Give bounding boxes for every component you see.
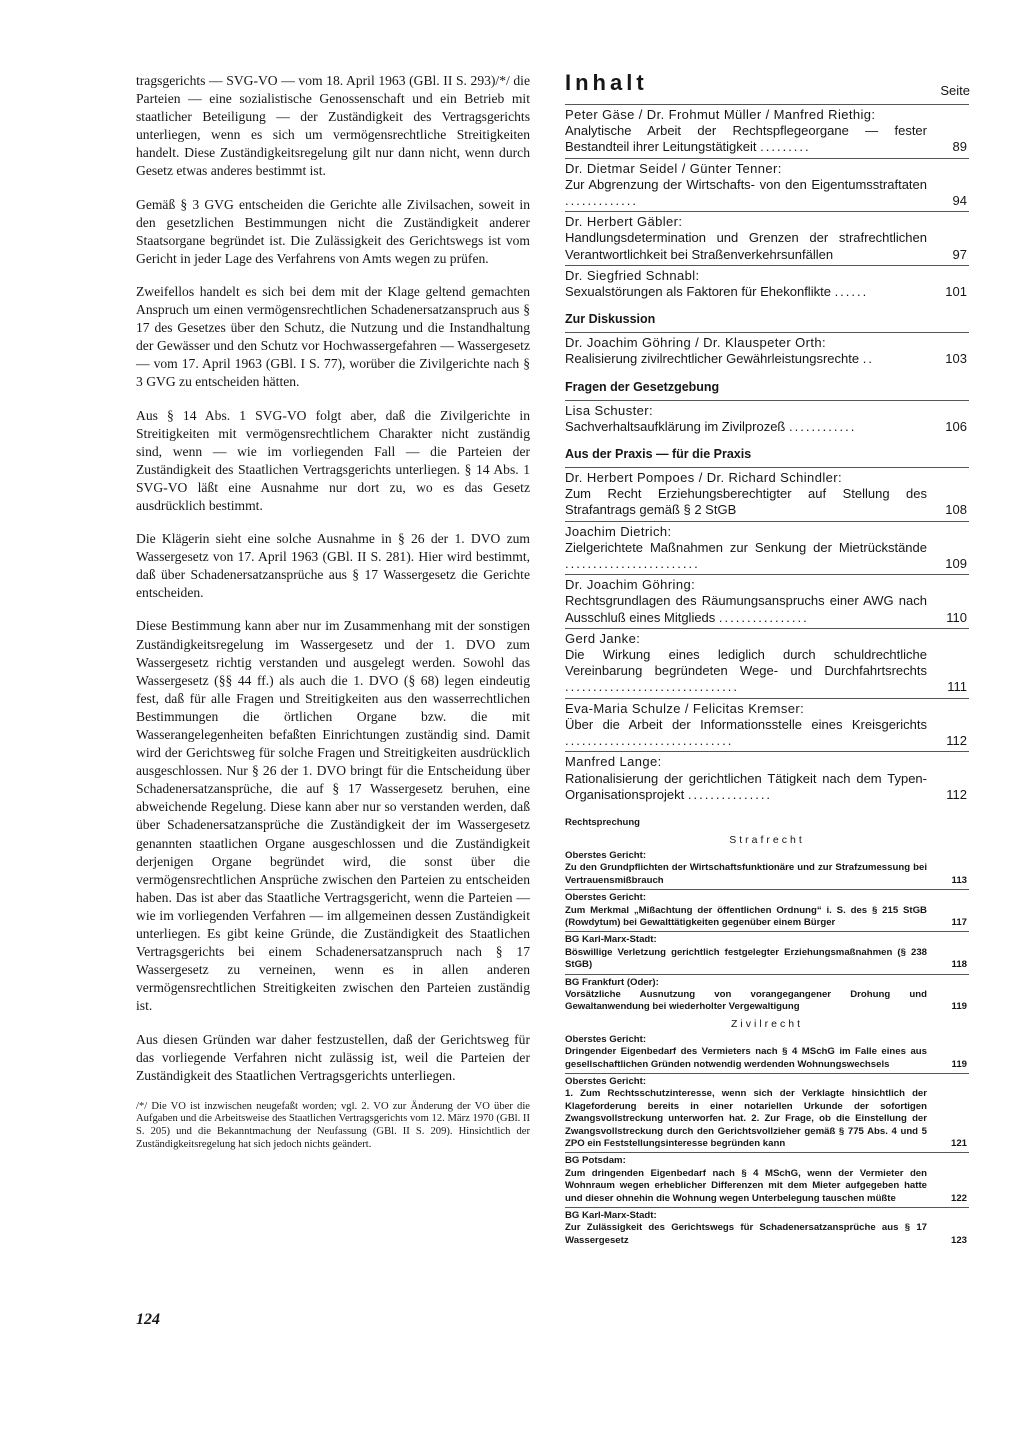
leader-dots: ...............................	[565, 679, 739, 695]
toc-title: Inhalt	[565, 70, 648, 95]
toc-entry-title: Über die Arbeit der Informationsstelle eines Kreisgerichts	[565, 716, 927, 732]
leader-dots: .........	[760, 139, 811, 155]
case-title: Zur Zulässigkeit des Gerichtswegs für Schadenersatzansprüche aus § 17 Wassergesetz	[565, 1222, 927, 1246]
toc-entry[interactable]	[565, 332, 969, 367]
case-entry[interactable]	[565, 848, 969, 887]
toc-entry-title: Zielgerichtete Maßnahmen zur Senkung der Mietrückstände	[565, 539, 927, 555]
toc-entry-page: 101	[945, 284, 967, 300]
toc-entry[interactable]	[565, 104, 969, 156]
case-entry[interactable]	[565, 1152, 969, 1205]
toc-entry-authors: Peter Gäse / Dr. Frohmut Müller / Manfred Riethig:	[565, 107, 876, 122]
toc-entry-page: 108	[945, 502, 967, 518]
toc-entry-authors: Lisa Schuster:	[565, 402, 653, 418]
leader-dots: ...............	[687, 786, 773, 802]
case-title: Böswillige Verletzung gerichtlich festgelegter Erziehungsmaßnahmen (§ 238 StGB)	[565, 946, 927, 971]
toc-entry[interactable]	[565, 211, 969, 263]
paragraph: Diese Bestimmung kann aber nur im Zusammenhang mit der sonstigen Zuständigkeitsregelung im Wassergesetz und der 1. DVO zum Wassergesetz richtig verstanden und ausgelegt werden. Sowohl das Wassergesetz (§§ 44 ff.) als auch die 1. DVO (§ 68) legen eindeutig fest, daß für alle Fragen und Streitigkeiten aus den wasserrechtlichen Bestimmungen die örtlichen Organe bzw. die mit Wasserangelegenheiten befaßten Einrichtungen zuständig sind. Damit wird der Gerichtsweg für solche Fragen und Streitigkeiten ausdrücklich ausgeschlossen. Nur § 26 der 1. DVO bringt für die Entscheidung über Schadenersatzansprüche, die auf § 17 Wassergesetz beruhen, eine abweichende Regelung. Diese kann aber nur so verstanden werden, daß über Schadenersatzansprüche die Zuständigkeit der im Wassergesetz genannten staatlichen Organe ausgeschlossen und die Zuständigkeit derjenigen Organe begründet wird, die sonst über die vermögensrechtlichen Ansprüche zwischen den Parteien zu entscheiden haben. Das ist aber das Staatliche Vertragsgericht, wenn die Parteien — wie im vorliegenden Verfahren — im allgemeinen dessen Zuständigkeit unterliegen. Es gibt keine Gründe, die Zuständigkeit des Staatlichen Vertragsgerichts bei einem Schadenersatzanspruch nach § 17 Wassergesetz zu verneinen, wenn es in allen anderen vermögensrechtlichen Streitigkeiten zwischen den Parteien zuständig ist.	[136, 618, 530, 1014]
case-page: 119	[951, 1058, 967, 1070]
toc-entry-page: 94	[952, 193, 967, 209]
toc-entry-title: Rechtsgrundlagen des Räumungsanspruchs einer AWG nach Ausschluß eines Mitglieds	[565, 593, 927, 625]
toc-entry-authors: Dr. Joachim Göhring / Dr. Klauspeter Orth:	[565, 335, 827, 351]
toc-entry-title: Analytische Arbeit der Rechtspflegeorgane — fester Bestandteil ihrer Leitungstätigkeit	[565, 123, 927, 155]
table-of-contents	[565, 70, 969, 1247]
toc-entry-authors: Manfred Lange:	[565, 754, 662, 770]
toc-entry-authors: Dr. Herbert Pompoes / Dr. Richard Schindler:	[565, 470, 842, 486]
case-title: Dringender Eigenbedarf des Vermieters nach § 4 MSchG im Falle eines aus gesellschaftlichen Gründen notwendig werdenden Wohnungswechsels	[565, 1046, 927, 1070]
toc-entry-title: Zur Abgrenzung der Wirtschafts- von den Eigentumsstraftaten	[565, 176, 927, 192]
page-number: 124	[136, 1311, 160, 1328]
paragraph: Die Klägerin sieht eine solche Ausnahme in § 26 der 1. DVO zum Wassergesetz von 17. April 1963 (GBl. II S. 281). Hier wird bestimmt, daß über Schadenersatzansprüche aus § 17 Wassergesetz die Gerichte entscheiden.	[136, 531, 530, 601]
case-court: Oberstes Gericht:	[565, 849, 647, 861]
section-heading: Rechtsprechung	[565, 816, 640, 828]
toc-entry-authors: Gerd Janke:	[565, 630, 641, 646]
section-heading: Zur Diskussion	[565, 312, 656, 327]
toc-entry-authors: Dr. Siegfried Schnabl:	[565, 267, 700, 283]
case-court: BG Potsdam:	[565, 1155, 626, 1167]
case-page: 121	[950, 1138, 967, 1150]
leader-dots: ............	[789, 418, 857, 434]
toc-entry[interactable]	[565, 628, 969, 696]
subsection-heading: Strafrecht	[729, 833, 805, 846]
case-title: Zum dringenden Eigenbedarf nach § 4 MSchG, wenn der Vermieter den Wohnraum wegen erheblicher Differenzen mit dem Mieter aufgegeben hatte und dieser ohnehin die Wohnung wegen Unterbelegung tauschen müßte	[565, 1167, 927, 1204]
case-title: Vorsätzliche Ausnutzung von vorangegangener Drohung und Gewaltanwendung bei wiederholter Vergewaltigung	[565, 988, 927, 1013]
paragraph: Gemäß § 3 GVG entscheiden die Gerichte alle Zivilsachen, soweit in den gesetzlichen Bestimmungen nicht die Zuständigkeit anderer Staatsorgane begründet ist. Die Zulässigkeit des Gerichtswegs ist vom Gericht in jeder Lage des Verfahrens von Amts wegen zu prüfen.	[136, 196, 530, 266]
toc-entry-page: 97	[952, 246, 967, 262]
toc-entry-title: Zum Recht Erziehungsberechtigter auf Stellung des Strafantrags gemäß § 2 StGB	[565, 486, 927, 518]
case-entry[interactable]	[565, 1073, 969, 1150]
subsection-heading: Zivilrecht	[730, 1017, 803, 1030]
case-court: BG Karl-Marx-Stadt:	[565, 1210, 657, 1222]
case-entry[interactable]	[565, 931, 969, 971]
toc-entry[interactable]	[565, 158, 969, 210]
toc-entry-authors: Dr. Joachim Göhring:	[565, 577, 696, 593]
toc-entry-page: 112	[946, 786, 967, 802]
leader-dots: ........................	[565, 556, 700, 572]
case-court: Oberstes Gericht:	[565, 1033, 647, 1045]
toc-entry[interactable]	[565, 521, 969, 573]
case-court: BG Karl-Marx-Stadt:	[565, 934, 657, 946]
case-entry[interactable]	[565, 1032, 969, 1071]
toc-entry-authors: Dr. Herbert Gäbler:	[565, 214, 683, 230]
toc-entry-authors: Dr. Dietmar Seidel / Günter Tenner:	[565, 160, 782, 176]
case-court: Oberstes Gericht:	[565, 1076, 647, 1087]
case-page: 119	[951, 1001, 967, 1013]
toc-entry[interactable]	[565, 265, 969, 300]
leader-dots: ................	[718, 609, 809, 625]
paragraph: Aus diesen Gründen war daher festzustellen, daß der Gerichtsweg für das vorliegende Verfahren nicht zulässig ist, weil die Parteien der Zuständigkeit des Staatlichen Vertragsgerichts unterliegen.	[136, 1031, 530, 1083]
toc-header	[565, 70, 969, 102]
toc-entry-title: Handlungsdetermination und Grenzen der strafrechtlichen Verantwortlichkeit bei Straßenverkehrsunfällen	[565, 230, 927, 262]
toc-entry-page: 110	[946, 609, 967, 625]
toc-entry-title: Sachverhaltsaufklärung im Zivilprozeß	[565, 418, 786, 434]
toc-entry[interactable]	[565, 698, 969, 750]
case-entry[interactable]	[565, 974, 969, 1014]
section-heading: Fragen der Gesetzgebung	[565, 379, 720, 394]
toc-entry-page: 106	[945, 418, 967, 434]
toc-page-label: Seite	[940, 83, 970, 98]
toc-entry[interactable]	[565, 467, 969, 519]
case-title: 1. Zum Rechtsschutzinteresse, wenn sich der Verklagte hinsichtlich der Klageforderung bereits in einer notariellen Urkunde der sofortigen Zwangsvollstreckung unterworfen hat. 2. Zur Frage, ob die Einstellung der Zwangsvollstreckung durch den Gerichtsvollzieher gemäß § 775 Abs. 4 und 5 ZPO ein Feststellungsinteresse begründen kann	[565, 1088, 927, 1150]
toc-entry-page: 89	[952, 139, 967, 155]
toc-entry[interactable]	[565, 574, 969, 626]
case-court: Oberstes Gericht:	[565, 892, 647, 904]
case-court: BG Frankfurt (Oder):	[565, 976, 659, 988]
case-page: 117	[951, 916, 967, 928]
leader-dots: ......	[834, 284, 869, 300]
case-page: 122	[950, 1192, 967, 1204]
toc-entry[interactable]	[565, 751, 969, 803]
toc-entry-authors: Eva-Maria Schulze / Felicitas Kremser:	[565, 700, 805, 716]
toc-entry-authors: Joachim Dietrich:	[565, 523, 672, 539]
paragraph: Zweifellos handelt es sich bei dem mit der Klage geltend gemachten Anspruch um einen vermögensrechtlichen Schadenersatzanspruch aus § 17 des Gesetzes über den Schutz, die Nutzung und die Instandhaltung der Gewässer und den Schutz vor Hochwassergefahren — Wassergesetz — vom 17. April 1963 (GBl. I S. 77), worüber die Zivilgerichte nach § 3 GVG zu entscheiden hätten.	[136, 283, 530, 390]
toc-entry-page: 111	[947, 679, 967, 695]
section-heading: Aus der Praxis — für die Praxis	[565, 447, 752, 462]
case-entry[interactable]	[565, 1207, 969, 1247]
case-title: Zum Merkmal „Mißachtung der öffentlichen Ordnung“ i. S. des § 215 StGB (Rowdytum) bei Gewalttätigkeiten gegenüber einem Bürger	[565, 904, 927, 928]
leader-dots: .............	[565, 193, 638, 209]
case-page: 118	[951, 959, 967, 971]
case-page: 123	[950, 1234, 967, 1246]
leader-dots: ..	[862, 351, 874, 367]
toc-entry-title: Sexualstörungen als Faktoren für Ehekonflikte	[565, 284, 831, 300]
paragraph: tragsgerichts — SVG-VO — vom 18. April 1963 (GBl. II S. 293)/*/ die Parteien — eine sozialistische Genossenschaft und ein Betrieb mit staatlicher Beteiligung — der Zuständigkeit des Vertragsgerichts unterliegen, wenn es sich um vermögensrechtliche Streitigkeiten handelt. Diese Zuständigkeitsregelung gilt nur dann nicht, wenn durch Gesetz etwas anderes bestimmt ist.	[136, 73, 530, 179]
toc-entry-title: Die Wirkung eines lediglich durch schuldrechtliche Vereinbarung begründeten Wege- und Durchfahrtsrechts	[565, 647, 927, 679]
leader-dots: ..............................	[565, 733, 734, 749]
toc-entry-title: Rationalisierung der gerichtlichen Tätigkeit nach dem Typen-Organisationsprojekt	[565, 770, 927, 802]
toc-entry-page: 112	[946, 733, 967, 749]
case-page: 113	[951, 874, 967, 886]
case-title: Zu den Grundpflichten der Wirtschaftsfunktionäre und zur Strafzumessung bei Vertrauensmißbrauch	[565, 862, 927, 886]
toc-entry[interactable]	[565, 400, 969, 435]
case-entry[interactable]	[565, 889, 969, 929]
toc-entry-page: 109	[945, 556, 967, 572]
footnote: /*/ Die VO ist inzwischen neugefaßt worden; vgl. 2. VO zur Änderung der VO über die Aufgaben und die Arbeitsweise des Staatlichen Vertragsgerichts vom 12. März 1970 (GBl. II S. 205) und die Bekanntmachung der Neufassung (GBl. II S. 209). Hinsichtlich der Zuständigkeitsregelung hat sich jedoch nichts geändert.	[136, 1100, 530, 1150]
article-column	[136, 72, 530, 1151]
toc-entry-page: 103	[945, 351, 967, 367]
toc-entry-title: Realisierung zivilrechtlicher Gewährleistungsrechte	[565, 351, 860, 367]
paragraph: Aus § 14 Abs. 1 SVG-VO folgt aber, daß die Zivilgerichte in Streitigkeiten mit vermögensrechtlichem Charakter nicht zuständig sind, wenn — wie im vorliegenden Fall — die Parteien der Zuständigkeit des Staatlichen Vertragsgerichts unterliegen. § 14 Abs. 1 SVG-VO läßt eine Ausnahme nur dort zu, wo es das Gesetz ausdrücklich bestimmt.	[136, 407, 530, 513]
